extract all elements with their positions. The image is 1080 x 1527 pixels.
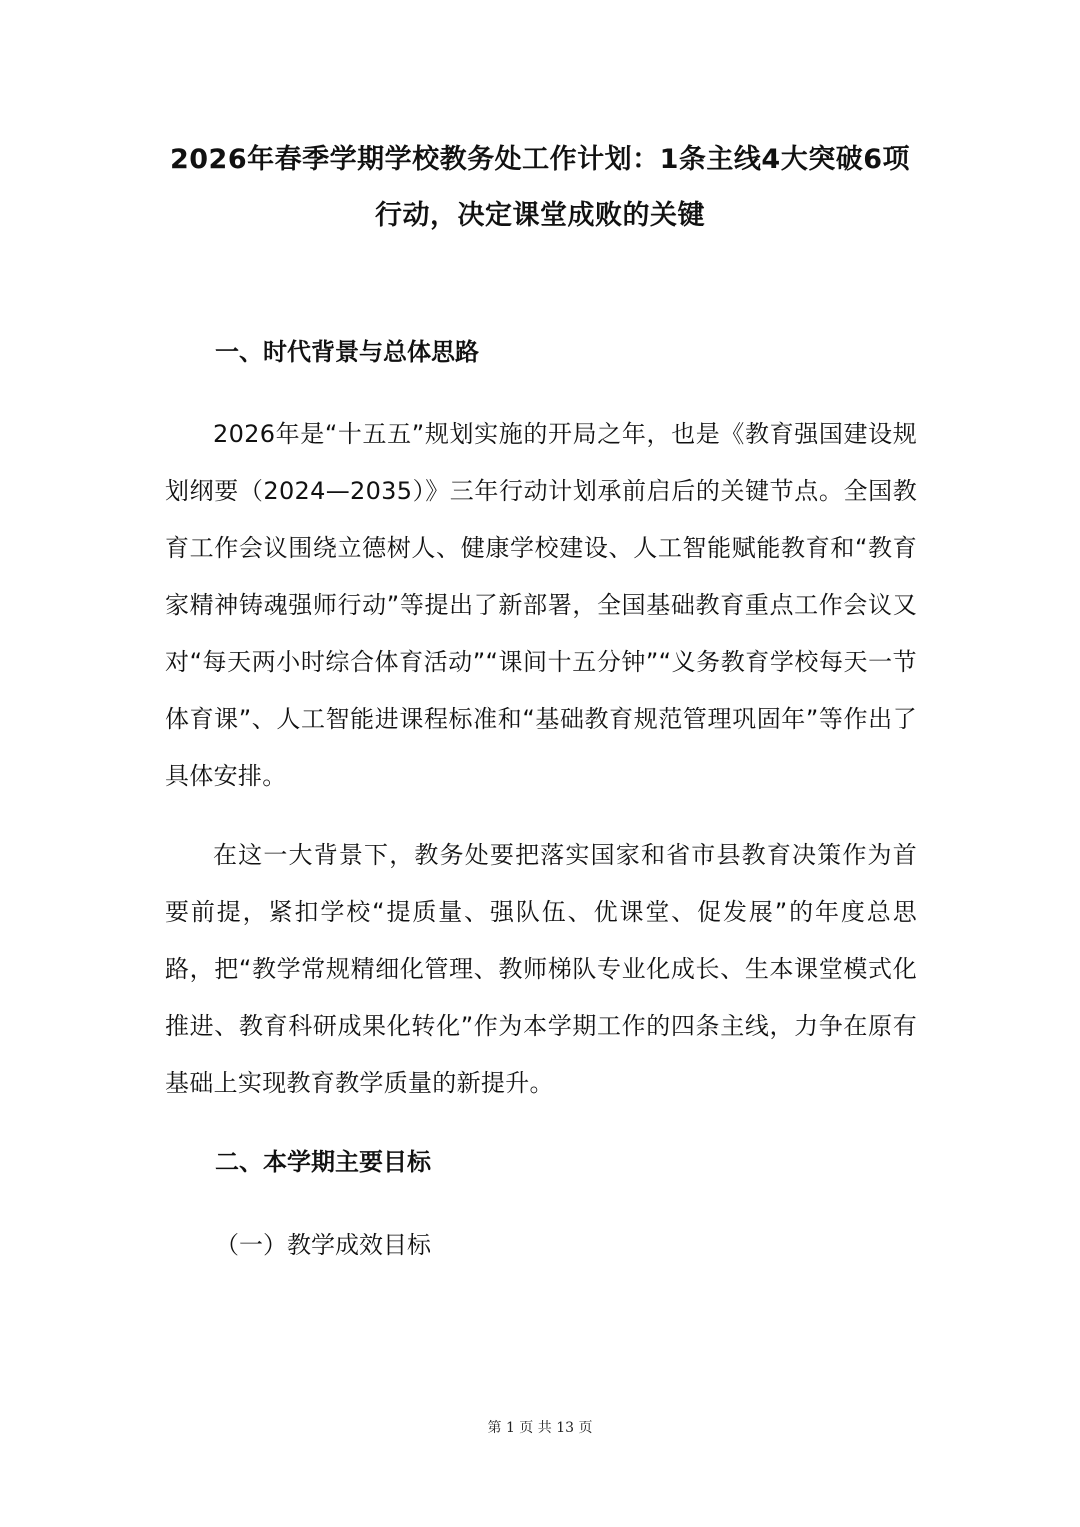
- section-heading-2: 二、本学期主要目标: [215, 1148, 431, 1176]
- subsection-heading-1: （一）教学成效目标: [215, 1231, 431, 1259]
- body-paragraph-2: 在这一大背景下，教务处要把落实国家和省市县教育决策作为首要前提，紧扣学校“提质量、强队伍、优课堂、促发展”的年度总思路，把“教学常规精细化管理、教师梯队专业化成长、生本课堂模式化推进、教育科研成果化转化”作为本学期工作的四条主线，力争在原有基础上实现教育教学质量的新提升。: [165, 841, 917, 1097]
- body-paragraph-1: 2026年是“十五五”规划实施的开局之年，也是《教育强国建设规划纲要（2024—2035）》三年行动计划承前启后的关键节点。全国教育工作会议围绕立德树人、健康学校建设、人工智能赋能教育和“教育家精神铸魂强师行动”等提出了新部署，全国基础教育重点工作会议又对“每天两小时综合体育活动”“课间十五分钟”“义务教育学校每天一节体育课”、人工智能进课程标准和“基础教育规范管理巩固年”等作出了具体安排。: [165, 420, 917, 790]
- section-heading-1: 一、时代背景与总体思路: [215, 338, 479, 366]
- page-number-footer: 第 1 页 共 13 页: [487, 1420, 593, 1436]
- document-title: 2026年春季学期学校教务处工作计划：1条主线4大突破6项行动，决定课堂成败的关键: [169, 144, 910, 231]
